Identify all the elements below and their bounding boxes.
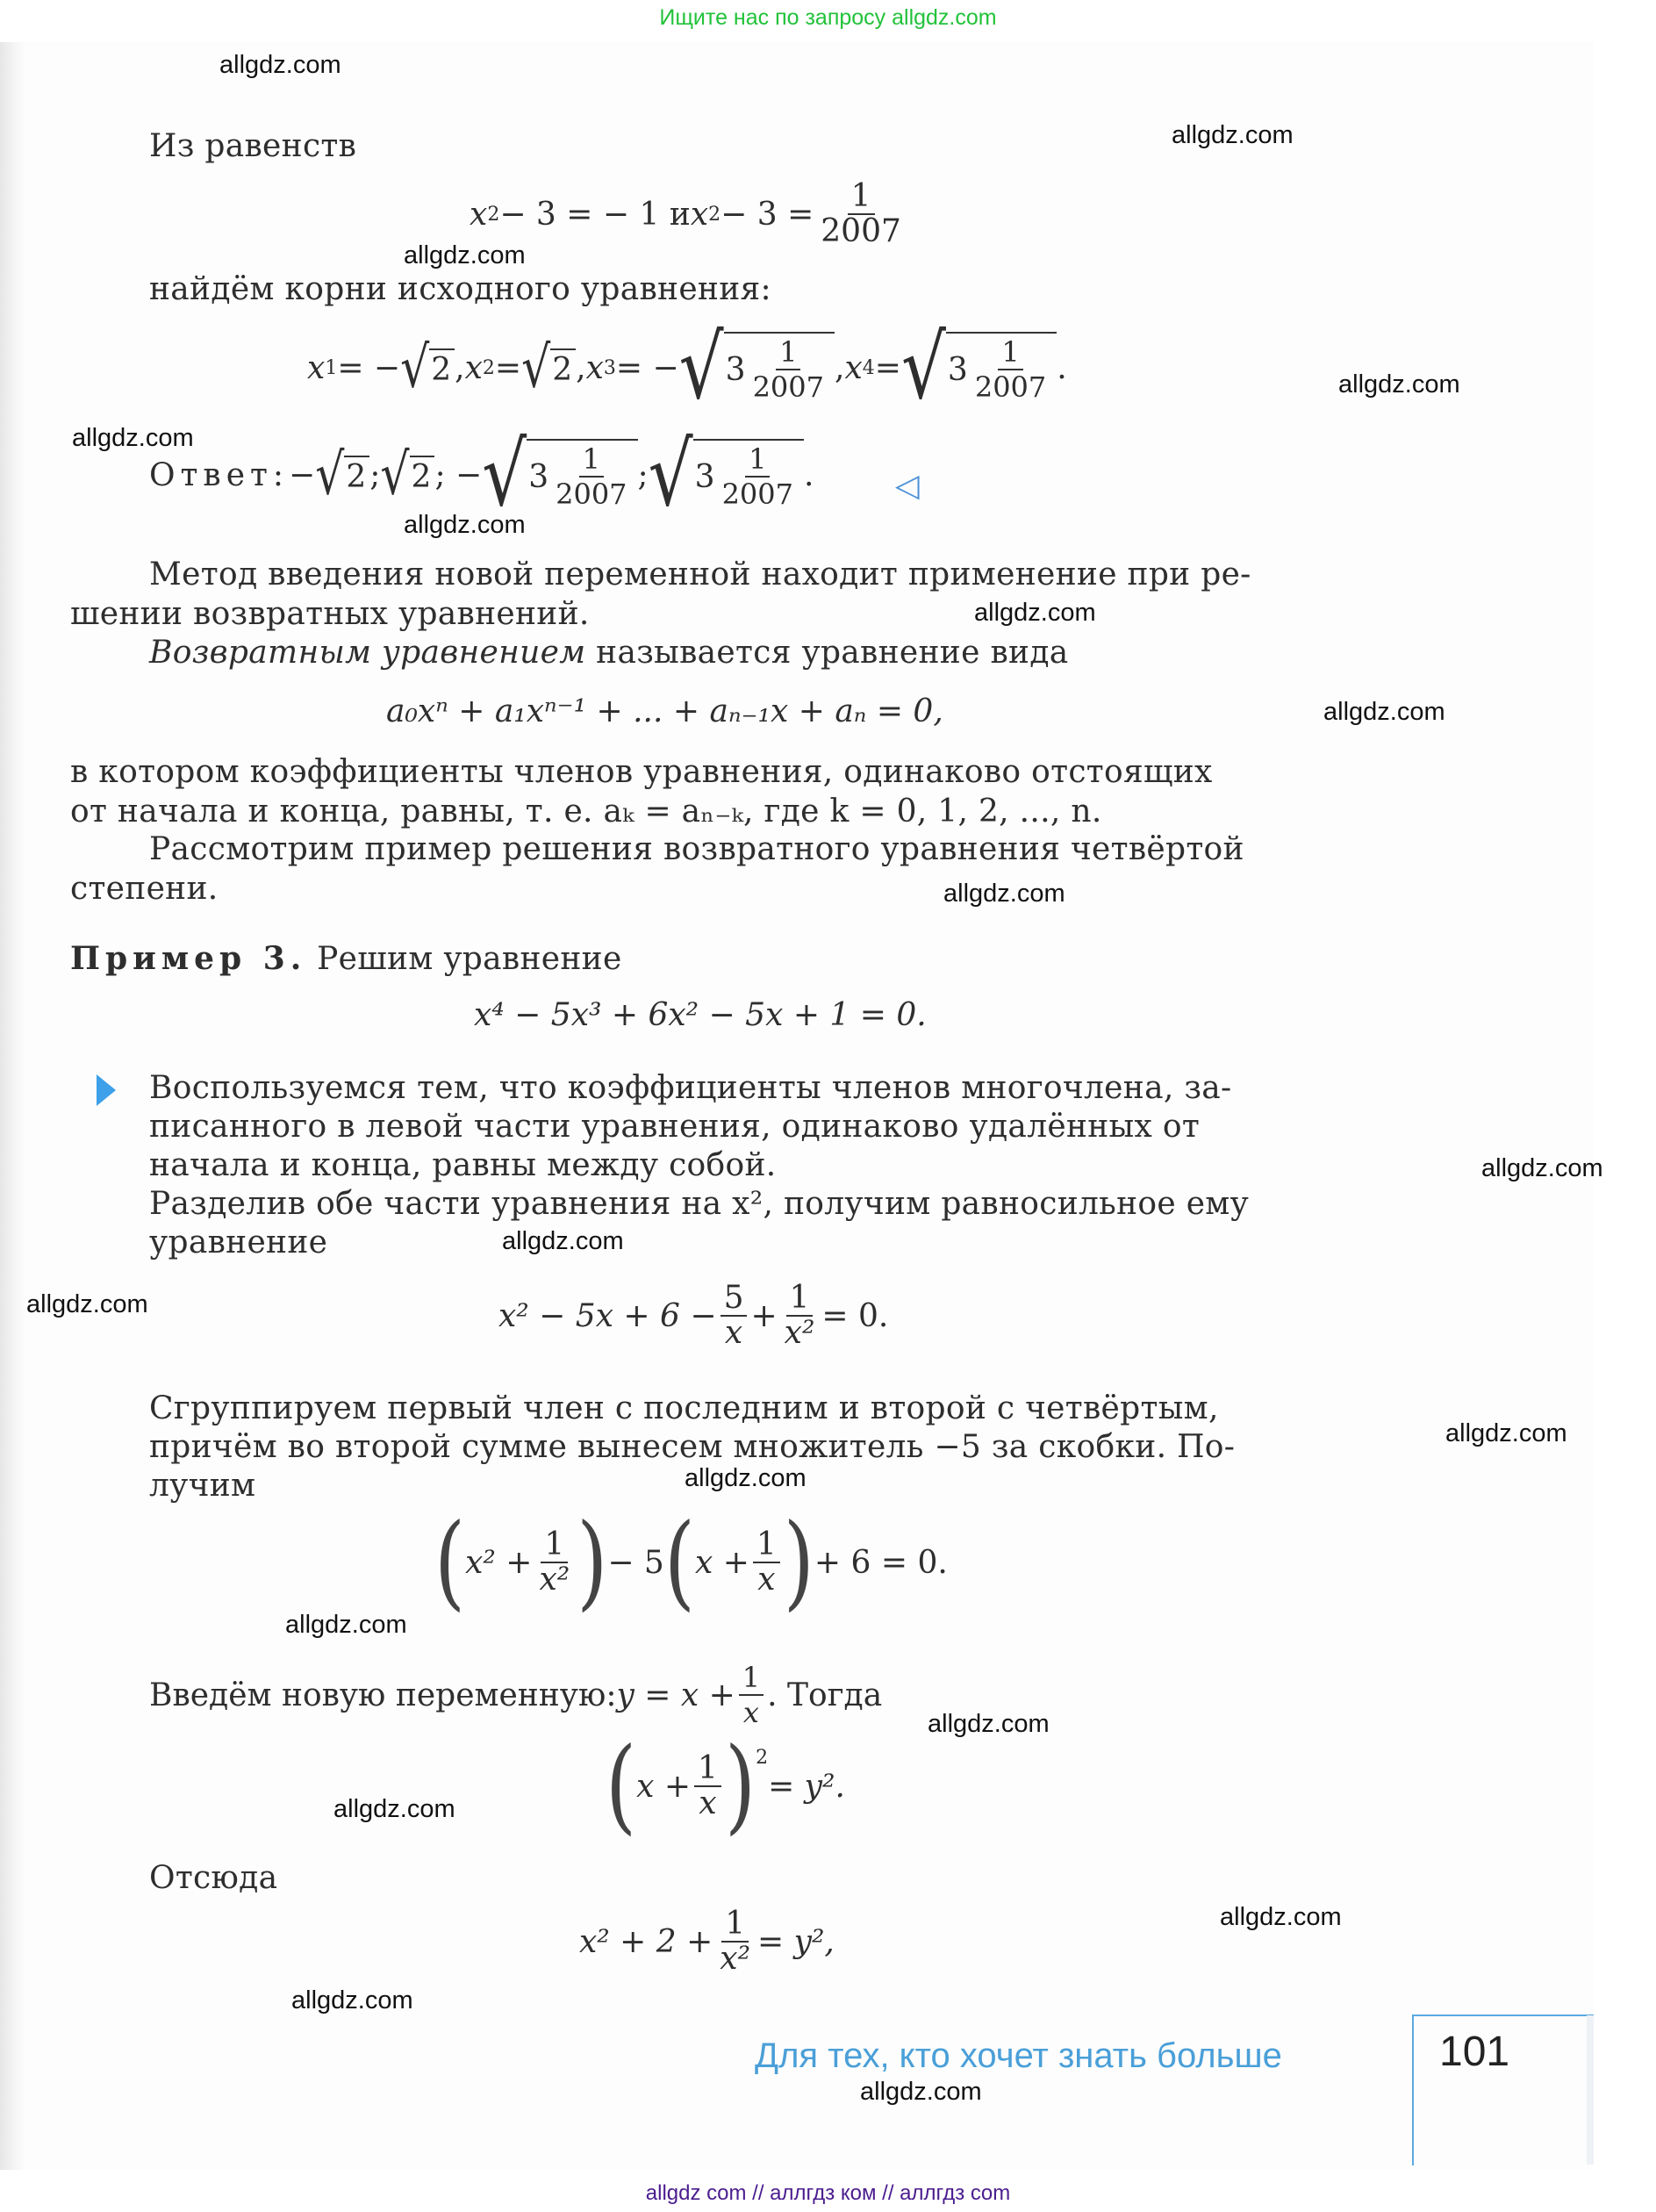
watermark: allgdz.com <box>291 1986 413 2014</box>
watermark: allgdz.com <box>502 1227 624 1255</box>
watermark: allgdz.com <box>404 511 526 539</box>
solution-line: начала и конца, равны между собой. <box>149 1147 777 1183</box>
definition-line: Возвратным уравнением называется уравнение вида <box>149 635 1069 671</box>
paragraph-method-cont: шении возвратных уравнений. <box>70 596 590 632</box>
equation-roots: x 1 = − √ 2 , x 2 = √ 2 , x 3 = − √ 3 $\frac{1}{2007}$ , x 4 = √ 3 $\frac{1}{2007}$ . <box>307 316 1067 419</box>
solution-start-icon <box>97 1074 116 1106</box>
watermark: allgdz.com <box>974 599 1096 627</box>
answer-line: Ответ: − √ 2 ; √ 2 ; − √ 3 $\frac{1}{2007}$ ; √ 3 $\frac{1}{2007}$ . <box>149 423 814 526</box>
eq-text: − 3 = − 1 и <box>499 196 691 233</box>
watermark: allgdz.com <box>1338 370 1460 399</box>
page-edge-shadow <box>0 42 26 2170</box>
new-variable-line: Введём новую переменную: y = x + $\frac{1}{x}$ . Тогда <box>149 1661 883 1729</box>
sqrt-symbol: √ 2 <box>380 452 434 498</box>
paragraph-find-roots: найдём корни исходного уравнения: <box>149 271 771 307</box>
equation-example: x⁴ − 5x³ + 6x² − 5x + 1 = 0. <box>474 997 927 1033</box>
watermark: allgdz.com <box>1481 1154 1603 1182</box>
equation-general-reciprocal: a₀xⁿ + a₁xⁿ⁻¹ + ... + aₙ₋₁x + aₙ = 0, <box>386 693 943 729</box>
var-x: x <box>470 196 488 233</box>
bottom-banner: allgdz com // аллгдз ком // аллгдз com <box>645 2181 1011 2205</box>
watermark: allgdz.com <box>219 51 341 79</box>
watermark: allgdz.com <box>928 1710 1050 1738</box>
sqrt-symbol: √ 3 $\frac{1}{2007}$ <box>901 332 1057 404</box>
solution-line: писанного в левой части уравнения, одинаково удалённых от <box>149 1109 1201 1145</box>
watermark: allgdz.com <box>404 241 526 269</box>
watermark: allgdz.com <box>1172 121 1294 149</box>
equation-hence: x² + 2 + $\frac{1}{\text{x²}}$ = y², <box>579 1906 835 1977</box>
watermark: allgdz.com <box>285 1611 407 1639</box>
paragraph-group: причём во второй сумме вынесем множитель −5 за скобки. По- <box>149 1429 1236 1465</box>
sqrt-symbol: √ 3 $\frac{1}{2007}$ <box>679 332 835 404</box>
paragraph-method: Метод введения новой переменной находит применение при ре- <box>149 557 1251 592</box>
sqrt-symbol: √ 3 $\frac{1}{2007}$ <box>649 439 804 511</box>
equation-x2-minus-3 <box>470 180 908 248</box>
section-title: Для тех, кто хочет знать больше <box>755 2036 1282 2075</box>
paragraph-hence: Отсюда <box>149 1860 278 1896</box>
page-number: 101 <box>1439 2029 1510 2075</box>
watermark: allgdz.com <box>1323 698 1445 726</box>
example-label: Пример 3. <box>70 940 307 977</box>
solution-line: Разделив обе части уравнения на x², получим равносильное ему <box>149 1186 1250 1222</box>
fraction: $\frac{1}{x}$ <box>753 1528 780 1597</box>
solution-line: Воспользуемся тем, что коэффициенты членов многочлена, за- <box>149 1070 1232 1106</box>
eq-text: − 3 = <box>720 196 814 233</box>
watermark: allgdz.com <box>1220 1903 1342 1931</box>
var-x: x <box>690 196 709 233</box>
answer-label: Ответ: <box>149 456 290 493</box>
watermark: allgdz.com <box>860 2078 982 2106</box>
equation-grouped: ( x² + $\frac{1}{\text{x²}}$ ) − 5 ( x + $\frac{1}{x}$ ) + 6 = 0. <box>434 1502 948 1622</box>
watermark: allgdz.com <box>72 424 194 452</box>
sqrt-symbol: √ 2 <box>400 345 455 391</box>
paragraph-group: Сгруппируем первый член с последним и второй с четвёртым, <box>149 1390 1219 1426</box>
fraction: $\frac{1}{x}$ <box>739 1661 763 1729</box>
solution-line: уравнение <box>149 1224 328 1260</box>
equation-square: ( x + $\frac{1}{x}$ ) $^2$ = y². <box>606 1726 845 1846</box>
exponent: 2 <box>487 203 500 226</box>
fraction: $\frac{1}{2007}$ <box>821 178 901 249</box>
fraction: $\frac{1}{\text{x²}}$ <box>720 1906 751 1977</box>
equation-divided: x² − 5x + 6 − $\frac{5}{x}$ + $\frac{1}{\text{x²}}$ = 0. <box>498 1280 889 1351</box>
watermark: allgdz.com <box>685 1464 806 1492</box>
example-heading: Пример 3. Решим уравнение <box>70 940 622 977</box>
fraction: $\frac{1}{x}$ <box>694 1752 721 1821</box>
paragraph-coefficients-cont: от начала и конца, равны, т. е. aₖ = aₙ₋ₖ, где k = 0, 1, 2, ..., n. <box>70 794 1102 830</box>
paragraph-consider-cont: степени. <box>70 871 219 907</box>
exponent: 2 <box>708 203 721 226</box>
end-of-solution-icon: ◁ <box>895 468 920 504</box>
fraction: $\frac{1}{\text{x²}}$ <box>784 1280 815 1351</box>
fraction: $\frac{1}{\text{x²}}$ <box>539 1526 570 1598</box>
sqrt-symbol: √ 3 $\frac{1}{2007}$ <box>482 439 637 511</box>
watermark: allgdz.com <box>1445 1419 1567 1447</box>
watermark: allgdz.com <box>26 1290 148 1318</box>
sqrt-symbol: √ 2 <box>315 452 369 498</box>
paragraph-consider: Рассмотрим пример решения возвратного уравнения четвёртой <box>149 831 1244 867</box>
sqrt-symbol: √ 2 <box>521 345 576 391</box>
paragraph-group: лучим <box>149 1468 256 1504</box>
top-banner: Ищите нас по запросу allgdz.com <box>659 5 997 30</box>
watermark: allgdz.com <box>943 880 1065 908</box>
watermark: allgdz.com <box>333 1795 455 1823</box>
page-margin-line <box>1587 2015 1594 2165</box>
definition-term: Возвратным уравнением <box>149 635 586 671</box>
fraction: $\frac{5}{x}$ <box>720 1282 748 1350</box>
paragraph-from-equalities: Из равенств <box>149 128 357 164</box>
paragraph-coefficients: в котором коэффициенты членов уравнения, одинаково отстоящих <box>70 754 1213 790</box>
